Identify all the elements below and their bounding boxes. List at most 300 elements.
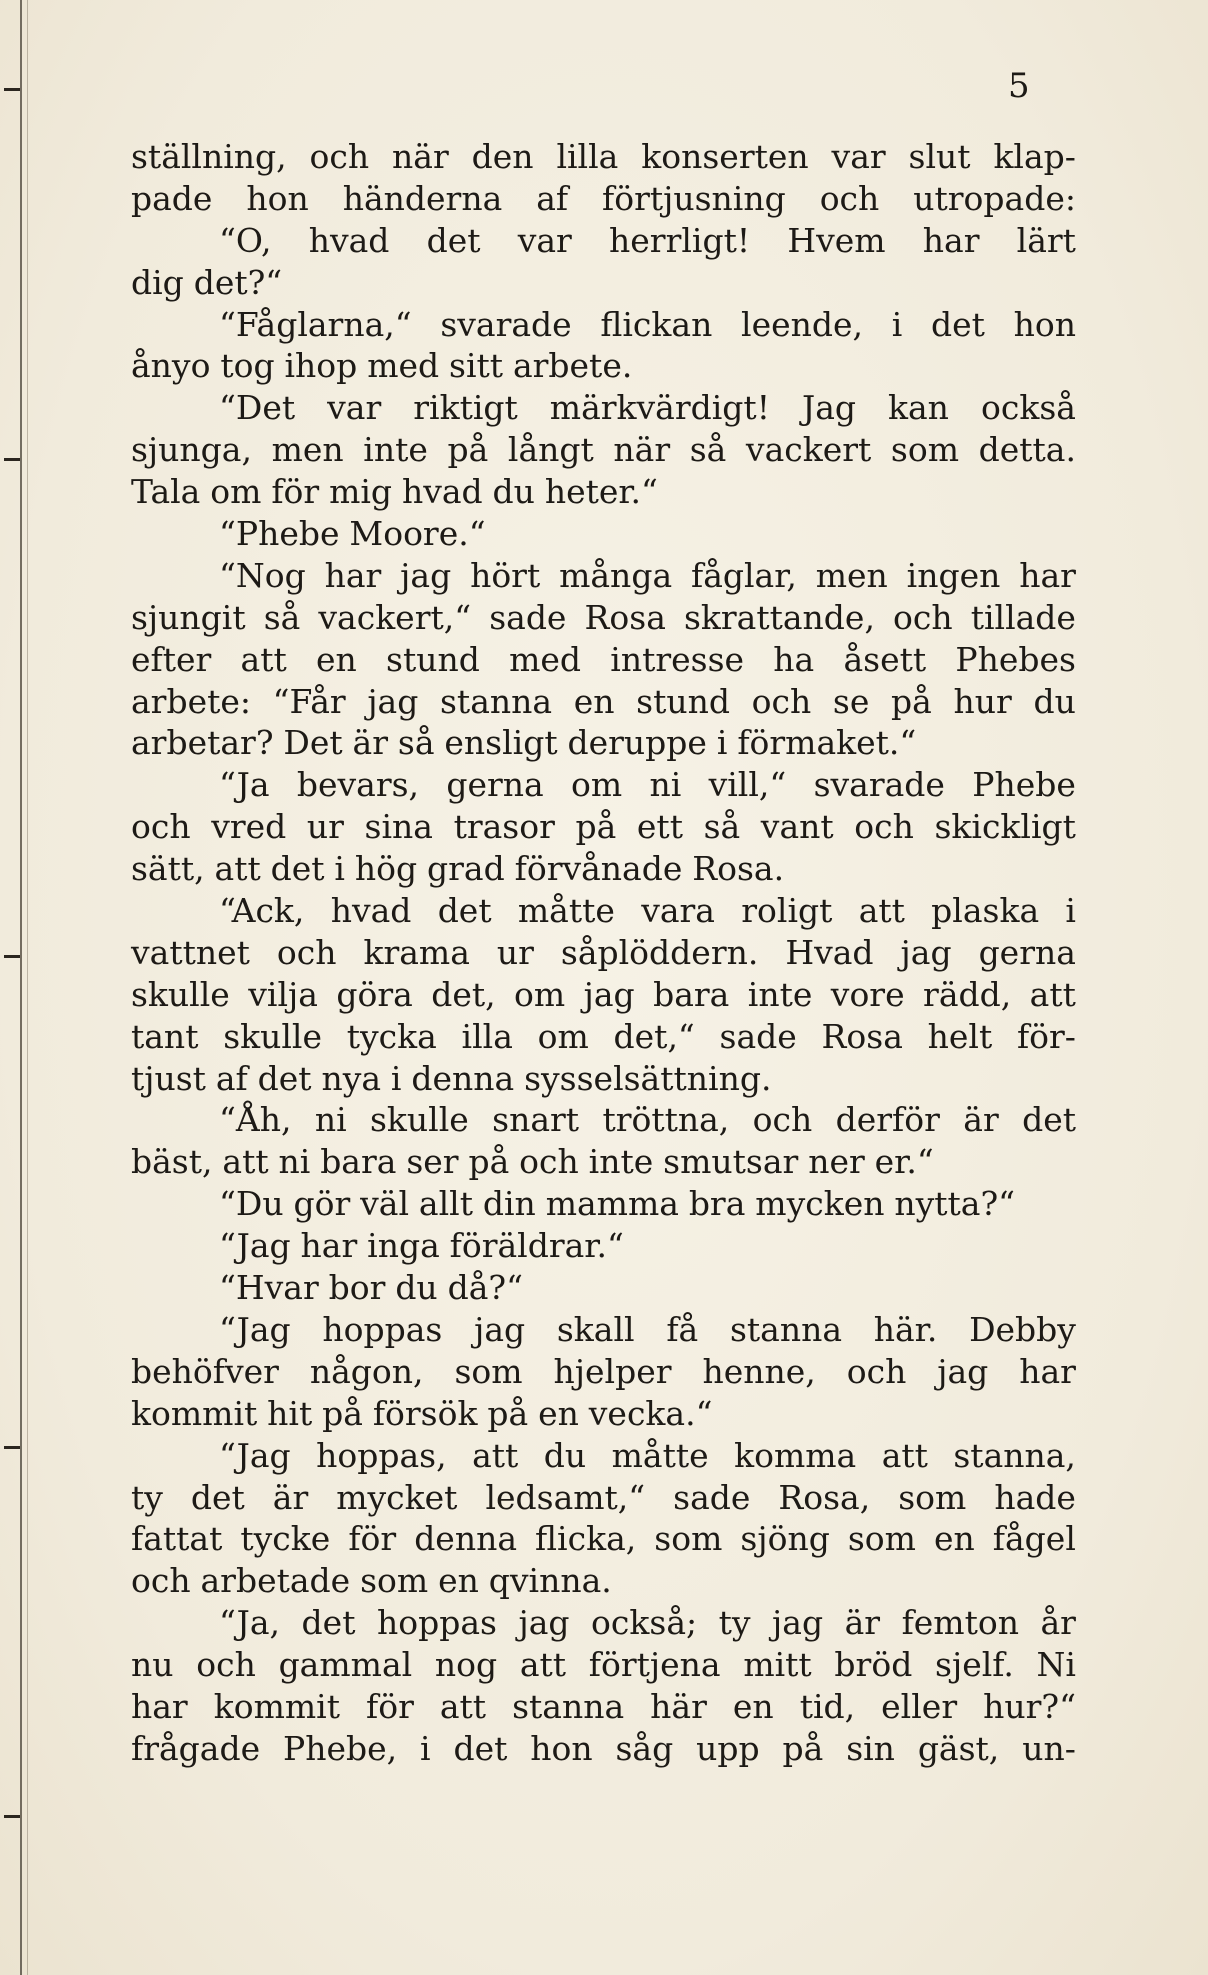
word: Phebe — [972, 765, 1076, 805]
word: Phebe, — [283, 1728, 398, 1768]
word: sjunga, — [131, 430, 252, 470]
word: allt — [418, 1184, 473, 1224]
word: såplöddern. — [560, 932, 759, 972]
word: på — [891, 681, 932, 721]
word: Rosa — [821, 1016, 903, 1056]
word: nytta?“ — [894, 1184, 1016, 1224]
word: arbetade — [200, 1561, 351, 1601]
word: så — [703, 807, 741, 847]
text-line — [131, 1435, 1076, 1477]
word: “Åh, — [219, 1100, 292, 1140]
word: inga — [367, 1226, 440, 1266]
word: kan — [888, 388, 949, 428]
text-line — [131, 681, 1076, 723]
word: när — [613, 430, 671, 470]
word: stanna — [729, 1309, 843, 1349]
word: i — [1065, 891, 1076, 931]
word: är — [844, 1603, 881, 1643]
word: Hvem — [787, 220, 886, 260]
word: skickligt — [934, 807, 1076, 847]
word: upp — [696, 1728, 760, 1768]
word: jag — [518, 1603, 570, 1643]
word: har — [1019, 555, 1076, 595]
word: “Får — [272, 681, 346, 721]
word: vant — [760, 807, 834, 847]
word: som — [890, 430, 960, 470]
word: här — [650, 1686, 707, 1726]
word: Hvad — [785, 932, 874, 972]
word: och — [131, 807, 191, 847]
word: och — [196, 1645, 256, 1685]
word: förtjena — [588, 1645, 721, 1685]
word: nu — [131, 1645, 174, 1685]
word: smutsar — [663, 1142, 799, 1182]
word: femton — [901, 1603, 1019, 1643]
word: om — [514, 974, 566, 1014]
word: Moore.“ — [349, 514, 486, 554]
word: Det — [283, 723, 343, 763]
word: skulle — [369, 1100, 469, 1140]
word: för- — [1016, 1016, 1076, 1056]
word: har — [300, 1226, 358, 1266]
word: “Ack, — [219, 891, 305, 931]
word: lilla — [556, 137, 619, 176]
word: en — [315, 639, 357, 679]
word: hon — [246, 178, 309, 218]
word: har — [131, 1686, 188, 1726]
word: hört — [470, 555, 541, 595]
word: tycka — [346, 1016, 437, 1056]
word: eller — [881, 1686, 958, 1726]
word: klap- — [993, 137, 1076, 176]
word: snart — [492, 1100, 580, 1140]
word: och — [751, 681, 812, 721]
word: sina — [364, 807, 433, 847]
word: för — [348, 1519, 397, 1559]
text-line — [131, 848, 1076, 890]
word: förmaket.“ — [737, 723, 917, 763]
word: det — [301, 1603, 356, 1643]
word: har — [1019, 1351, 1076, 1391]
word: “Nog — [219, 555, 306, 595]
word: men — [271, 430, 344, 470]
word: jag — [474, 1309, 526, 1349]
text-line — [131, 932, 1076, 974]
word: Tala — [131, 472, 201, 512]
word: mamma — [545, 1184, 679, 1224]
word: jag — [772, 1603, 824, 1643]
word: som — [654, 1519, 723, 1559]
word: ihop — [284, 346, 358, 386]
word: om — [571, 765, 623, 805]
word: sitt — [449, 346, 504, 386]
word: att — [519, 1645, 567, 1685]
word: med — [367, 346, 440, 386]
word: som — [898, 1477, 967, 1517]
word: med — [509, 639, 582, 679]
word: vackert,“ — [318, 597, 472, 637]
text-line — [131, 597, 1076, 639]
word: det — [190, 1477, 245, 1517]
binding-edge-shadow — [27, 0, 28, 1975]
word: och — [309, 137, 370, 176]
word: Rosa — [584, 597, 666, 637]
word: gäst, — [917, 1728, 1000, 1768]
text-line — [131, 1309, 1076, 1351]
word: sade — [719, 1016, 797, 1056]
word: förtjusning — [602, 178, 786, 218]
word: hoppas — [376, 1603, 497, 1643]
word: måtte — [517, 891, 615, 931]
word: var — [327, 388, 382, 428]
margin-mark — [4, 1446, 20, 1449]
word: flicka, — [535, 1519, 637, 1559]
word: jag — [900, 932, 952, 972]
word: “Fåglarna,“ — [219, 304, 412, 344]
word: och — [519, 1142, 579, 1182]
word: “Det — [219, 388, 296, 428]
word: sade — [673, 1477, 751, 1517]
text-line — [131, 890, 1076, 932]
word: inte — [588, 1142, 654, 1182]
word: svarade — [440, 304, 572, 344]
word: ty — [131, 1477, 163, 1517]
word: är — [963, 1100, 999, 1140]
word: som — [847, 1519, 916, 1559]
word: i — [716, 723, 728, 763]
text-line — [131, 1225, 1076, 1267]
word: slut — [908, 137, 971, 176]
word: herrligt! — [609, 220, 751, 260]
word: ett — [636, 807, 683, 847]
word: en — [732, 1686, 774, 1726]
text-line — [131, 1644, 1076, 1686]
word: ni — [278, 1142, 311, 1182]
text-line — [131, 387, 1076, 429]
word: stund — [636, 681, 730, 721]
word: skulle — [223, 1016, 323, 1056]
word: vill,“ — [708, 765, 787, 805]
word: ni — [649, 765, 682, 805]
word: denna — [414, 1519, 518, 1559]
word: roligt — [741, 891, 833, 931]
word: lärt — [1016, 220, 1076, 260]
word: gammal — [278, 1645, 413, 1685]
word: tjust — [131, 1058, 206, 1098]
word: på — [487, 1393, 529, 1433]
word: det — [270, 849, 325, 889]
word: om — [210, 472, 262, 512]
word: för — [366, 1686, 414, 1726]
word: Phebes — [955, 639, 1076, 679]
text-line — [131, 220, 1076, 262]
word: leende, — [741, 304, 864, 344]
word: plaska — [931, 891, 1040, 931]
word: Ni — [1036, 1645, 1076, 1685]
word: jag — [583, 974, 635, 1014]
word: se — [832, 681, 870, 721]
word: det,“ — [613, 1016, 695, 1056]
word: åsett — [843, 639, 927, 679]
word: som — [454, 1351, 523, 1391]
word: kommit — [131, 1393, 258, 1433]
word: du — [492, 472, 535, 512]
word: måtte — [611, 1435, 709, 1475]
word: hoppas, — [316, 1435, 447, 1475]
word: din — [482, 1184, 536, 1224]
word: nog — [434, 1645, 498, 1685]
text-line — [131, 262, 1076, 304]
word: riktigt — [413, 388, 518, 428]
word: derför — [835, 1100, 940, 1140]
word: nya — [321, 1058, 382, 1098]
word: konserten — [641, 137, 809, 176]
word: Rosa. — [692, 849, 785, 889]
text-line — [131, 429, 1076, 471]
binding-edge — [20, 0, 22, 1975]
text-line — [131, 974, 1076, 1016]
word: långt — [507, 430, 594, 470]
word: vore — [830, 974, 905, 1014]
word: på — [468, 1142, 510, 1182]
word: är — [272, 1477, 309, 1517]
word: hvad — [308, 220, 390, 260]
word: och — [276, 932, 337, 972]
margin-mark — [4, 458, 20, 461]
word: att — [881, 1435, 928, 1475]
word: att — [222, 1142, 269, 1182]
word: en — [933, 1519, 975, 1559]
word: dig — [131, 262, 184, 302]
word: bor — [328, 1268, 386, 1308]
word: att — [858, 891, 905, 931]
text-line — [131, 1267, 1076, 1309]
word: ånyo — [131, 346, 211, 386]
text-line — [131, 722, 1076, 764]
word: hit — [267, 1393, 313, 1433]
word: hade — [994, 1477, 1076, 1517]
word: i — [891, 304, 903, 344]
text-line — [131, 1016, 1076, 1058]
word: i — [334, 849, 345, 889]
word: deruppe — [567, 723, 707, 763]
word: skall — [556, 1309, 635, 1349]
word: den — [471, 137, 534, 176]
word: komma — [734, 1435, 857, 1475]
word: henne, — [702, 1351, 816, 1391]
word: också; — [591, 1603, 698, 1643]
word: helt — [927, 1016, 993, 1056]
word: er.“ — [874, 1142, 934, 1182]
word: “Jag — [219, 1435, 291, 1475]
word: det — [1022, 1100, 1076, 1140]
word: du — [543, 1435, 587, 1475]
word: ha — [773, 639, 815, 679]
text-line — [131, 1183, 1076, 1225]
word: ty — [718, 1603, 751, 1643]
word: vattnet — [131, 932, 250, 972]
word: göra — [336, 974, 413, 1014]
word: bara — [320, 1142, 397, 1182]
word: rädd, — [923, 974, 1012, 1014]
word: gerna — [446, 765, 544, 805]
word: denna — [411, 1058, 515, 1098]
word: flickan — [600, 304, 713, 344]
word: på — [782, 1728, 824, 1768]
word: grad — [427, 849, 505, 889]
word: fågel — [992, 1519, 1076, 1559]
word: stanna — [512, 1686, 625, 1726]
word: af — [215, 1058, 248, 1098]
word: “Ja, — [219, 1603, 281, 1643]
word: sade — [489, 597, 567, 637]
word: “Jag — [219, 1226, 291, 1266]
word: en — [538, 1393, 579, 1433]
word: arbete. — [512, 346, 633, 386]
word: är — [352, 723, 388, 763]
word: hvad — [330, 891, 412, 931]
text-line — [131, 1602, 1076, 1644]
text-line — [131, 1141, 1076, 1183]
word: tillade — [970, 597, 1076, 637]
word: och — [752, 1100, 813, 1140]
margin-mark — [4, 88, 20, 91]
text-line — [131, 345, 1076, 387]
word: få — [666, 1309, 699, 1349]
text-line — [131, 555, 1076, 597]
word: pade — [131, 178, 213, 218]
word: inte — [747, 974, 813, 1014]
word: såg — [615, 1728, 674, 1768]
word: Jag — [801, 388, 856, 428]
text-line — [131, 1351, 1076, 1393]
text-line — [131, 764, 1076, 806]
word: bevars, — [296, 765, 420, 805]
text-line — [131, 471, 1076, 513]
word: utropade: — [913, 178, 1076, 218]
word: sätt, — [131, 849, 205, 889]
word: fattat — [131, 1519, 223, 1559]
word: ensligt — [444, 723, 558, 763]
word: var — [831, 137, 886, 176]
word: för — [271, 472, 320, 512]
word: intresse — [610, 639, 745, 679]
text-line — [131, 178, 1076, 220]
text-line — [131, 806, 1076, 848]
word: och — [846, 1351, 907, 1391]
word: en — [438, 1561, 479, 1601]
word: fåglar, — [690, 555, 797, 595]
word: ingen — [906, 555, 1001, 595]
word: i — [420, 1728, 431, 1768]
word: bäst, — [131, 1142, 213, 1182]
word: ställning, — [131, 137, 287, 176]
word: tröttna, — [602, 1100, 730, 1140]
word: “Hvar — [219, 1268, 319, 1308]
word: om — [537, 1016, 589, 1056]
word: det — [453, 1728, 508, 1768]
word: behöfver — [131, 1351, 279, 1391]
text-line — [131, 513, 1076, 555]
text-line — [131, 304, 1076, 346]
word: då?“ — [447, 1268, 523, 1308]
word: jag — [400, 555, 452, 595]
word: qvinna. — [488, 1561, 612, 1601]
word: här. — [873, 1309, 938, 1349]
text-line — [131, 136, 1076, 178]
word: tid, — [799, 1686, 856, 1726]
word: mycken — [755, 1184, 885, 1224]
word: sin — [846, 1728, 895, 1768]
word: af — [536, 178, 569, 218]
word: hjelper — [553, 1351, 672, 1391]
word: frågade — [131, 1728, 261, 1768]
word: det — [930, 304, 985, 344]
word: när — [392, 137, 449, 176]
word: hon — [530, 1728, 593, 1768]
word: så — [397, 723, 435, 763]
word: sjöng — [740, 1519, 830, 1559]
word: hur — [953, 681, 1012, 721]
word: många — [559, 555, 673, 595]
word: jag — [937, 1351, 989, 1391]
word: detta. — [978, 430, 1076, 470]
word: det?“ — [193, 262, 283, 302]
word: och — [131, 1561, 191, 1601]
word: vilja — [248, 974, 318, 1014]
text-line — [131, 1560, 1076, 1602]
word: stund — [386, 639, 480, 679]
margin-mark — [4, 955, 20, 958]
word: hoppas — [322, 1309, 443, 1349]
word: stanna — [440, 681, 553, 721]
word: föräldrar.“ — [449, 1226, 624, 1266]
word: arbetar? — [131, 723, 274, 763]
word: kommit — [213, 1686, 340, 1726]
word: ni — [314, 1100, 347, 1140]
word: att — [240, 639, 287, 679]
word: hur?“ — [983, 1686, 1076, 1726]
word: tycke — [240, 1519, 331, 1559]
text-line — [131, 1518, 1076, 1560]
word: hög — [354, 849, 418, 889]
word: Rosa, — [778, 1477, 871, 1517]
word: arbete: — [131, 681, 252, 721]
word: mig — [329, 472, 393, 512]
word: sjungit — [131, 597, 246, 637]
text-line — [131, 639, 1076, 681]
word: efter — [131, 639, 212, 679]
word: sysselsättning. — [524, 1058, 772, 1098]
word: på — [447, 430, 489, 470]
word: krama — [363, 932, 470, 972]
word: heter.“ — [544, 472, 658, 512]
word: har — [324, 555, 382, 595]
word: “Ja — [219, 765, 270, 805]
word: “Jag — [219, 1309, 291, 1349]
text-line — [131, 1477, 1076, 1519]
word: förvånade — [514, 849, 683, 889]
word: väl — [360, 1184, 410, 1224]
word: du — [1033, 681, 1076, 721]
word: har — [922, 220, 980, 260]
word: mycket — [336, 1477, 458, 1517]
word: märkvärdigt! — [549, 388, 770, 428]
word: en — [573, 681, 615, 721]
word: att — [472, 1435, 519, 1475]
word: hon — [1013, 304, 1076, 344]
word: trasor — [453, 807, 555, 847]
